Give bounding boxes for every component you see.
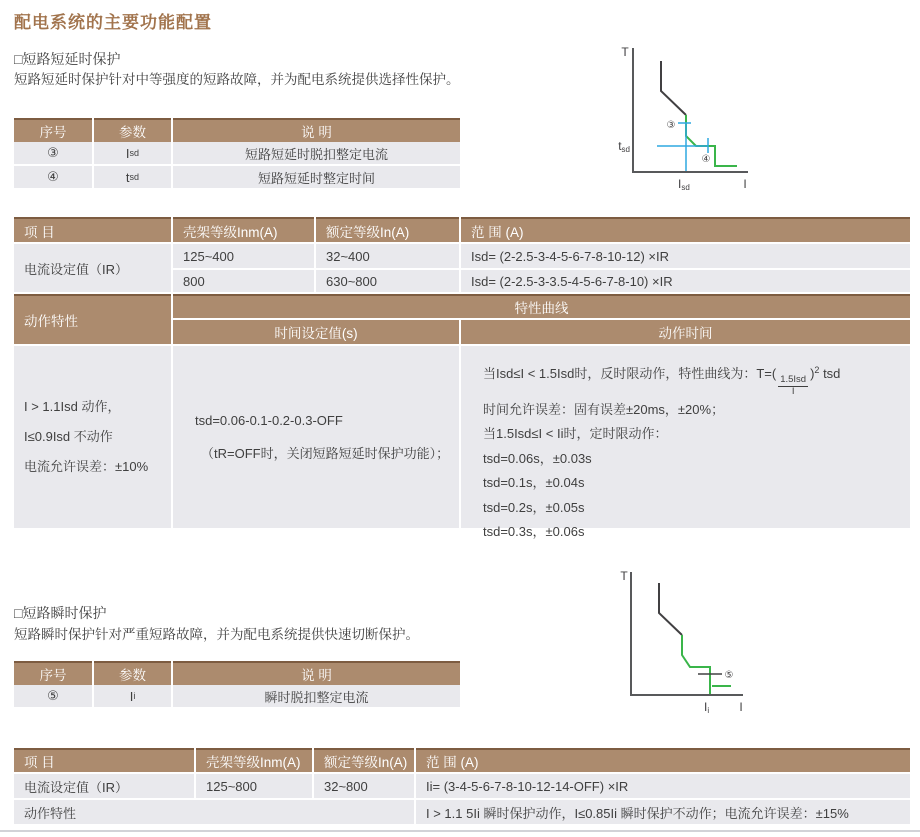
frame-rating-value: 125~400 (173, 244, 314, 268)
column-header-desc: 说 明 (173, 661, 460, 685)
param-row-symbol: I i (94, 685, 171, 707)
action-characteristic-label: 动作特性 (14, 800, 414, 824)
column-header-item: 项 目 (14, 748, 194, 772)
instantaneous-curve-segment (682, 635, 731, 694)
long-delay-curve-segment (661, 61, 686, 115)
page-title: 配电系统的主要功能配置 (14, 13, 212, 32)
marker-4-circle: ④ (701, 154, 711, 165)
column-header-rated: 额定等级In(A) (316, 217, 459, 242)
column-header-param: 参数 (94, 661, 171, 685)
frame-rating-value: 800 (173, 270, 314, 292)
column-header-param: 参数 (94, 118, 171, 142)
column-header-range: 范 围 (A) (461, 217, 910, 242)
action-characteristic-label: 动作特性 (14, 294, 171, 344)
range-formula: Isd= (2-2.5-3-3.5-4-5-6-7-8-10) ×IR (461, 270, 910, 292)
param-row-desc: 瞬时脱扣整定电流 (173, 685, 460, 707)
param-row-desc: 短路短延时整定时间 (173, 166, 460, 188)
tsd-tick-label: tsd (618, 139, 630, 154)
action-characteristic-value: I > 1.1 5Ii 瞬时保护动作，I≤0.85Ii 瞬时保护不动作；电流允许误差：±15% (416, 800, 910, 824)
sd-param-table (14, 118, 460, 188)
param-row-num: ③ (14, 142, 92, 164)
column-header-desc: 说 明 (173, 118, 460, 142)
column-header-frame: 壳架等级Inm(A) (196, 748, 312, 772)
current-setting-label: 电流设定值（IR） (14, 774, 194, 798)
rated-current-value: 630~800 (316, 270, 459, 292)
t-axis-label: T (621, 45, 629, 59)
t-axis-label: T (620, 569, 628, 583)
chart-axes (633, 48, 748, 172)
column-header-range: 范 围 (A) (416, 748, 910, 772)
page-bottom-divider (0, 830, 920, 832)
characteristic-curve-header: 特性曲线 (173, 294, 910, 318)
ii-tick-label: Ii (704, 700, 710, 715)
param-row-symbol: I sd (94, 142, 171, 164)
marker-3-circle: ③ (666, 120, 676, 131)
action-condition-cell: I > 1.1Isd 动作， I≤0.9Isd 不动作 电流允许误差：±10% (14, 346, 171, 528)
time-setting-cell: tsd=0.06-0.1-0.2-0.3-OFF （tR=OFF时，关闭短路短延时保护功能）； (173, 346, 459, 528)
param-row-num: ⑤ (14, 685, 92, 707)
ii-param-table (14, 661, 460, 707)
sd-trip-curve-chart (600, 38, 770, 198)
ii-trip-curve-chart (600, 565, 770, 720)
param-row-num: ④ (14, 166, 92, 188)
current-setting-label: 电流设定值（IR） (14, 244, 171, 292)
i-axis-label: I (739, 700, 743, 714)
column-header-rated: 额定等级In(A) (314, 748, 414, 772)
section-ii-description: 短路瞬时保护针对严重短路故障，并为配电系统提供快速切断保护。 (14, 627, 419, 642)
isd-tick-label: Isd (678, 177, 690, 192)
i-axis-label: I (743, 177, 747, 191)
rated-current-value: 32~800 (314, 774, 414, 798)
column-header-seq: 序号 (14, 118, 92, 142)
column-header-item: 项 目 (14, 217, 171, 242)
inverse-time-formula-line: 当Isd≤I < 1.5Isd时，反时限动作，特性曲线为：T=( $\frac{\text{1.5Isd}}{I}$ )$^2$ tsd (483, 365, 841, 397)
action-time-header: 动作时间 (461, 320, 910, 344)
action-time-cell: 当Isd≤I < 1.5Isd时，反时限动作，特性曲线为：T=( $\frac{\text{1.5Isd}}{I}$ )$^2$ tsd 时间允许误差：固有误差±20ms，±20%； 当1.5Isd≤I < Ii时，定时限动作： tsd=0.06s，±0.03s tsd=0.1s，±0.04s tsd=0.2s，±0.05s tsd=0.3s，±0.06s (461, 346, 910, 528)
section-ii-heading: □短路瞬时保护 (14, 605, 107, 621)
section-sd-heading: □短路短延时保护 (14, 51, 121, 67)
marker-5-circle: ⑤ (724, 670, 734, 681)
formula-fraction: $\frac{\text{1.5Isd}}{I}$ (780, 374, 807, 397)
column-header-seq: 序号 (14, 661, 92, 685)
sd-settings-table (14, 217, 910, 540)
long-delay-curve-segment (659, 583, 682, 635)
param-row-desc: 短路短延时脱扣整定电流 (173, 142, 460, 164)
rated-current-value: 32~400 (316, 244, 459, 268)
column-header-frame: 壳架等级Inm(A) (173, 217, 314, 242)
section-sd-description: 短路短延时保护针对中等强度的短路故障，并为配电系统提供选择性保护。 (14, 72, 460, 87)
short-delay-curve-segment (686, 115, 737, 166)
range-formula: Ii= (3-4-5-6-7-8-10-12-14-OFF) ×IR (416, 774, 910, 798)
frame-rating-value: 125~800 (196, 774, 312, 798)
param-row-symbol: t sd (94, 166, 171, 188)
range-formula: Isd= (2-2.5-3-4-5-6-7-8-10-12) ×IR (461, 244, 910, 268)
ii-settings-table (14, 748, 910, 824)
time-setting-header: 时间设定值(s) (173, 320, 459, 344)
